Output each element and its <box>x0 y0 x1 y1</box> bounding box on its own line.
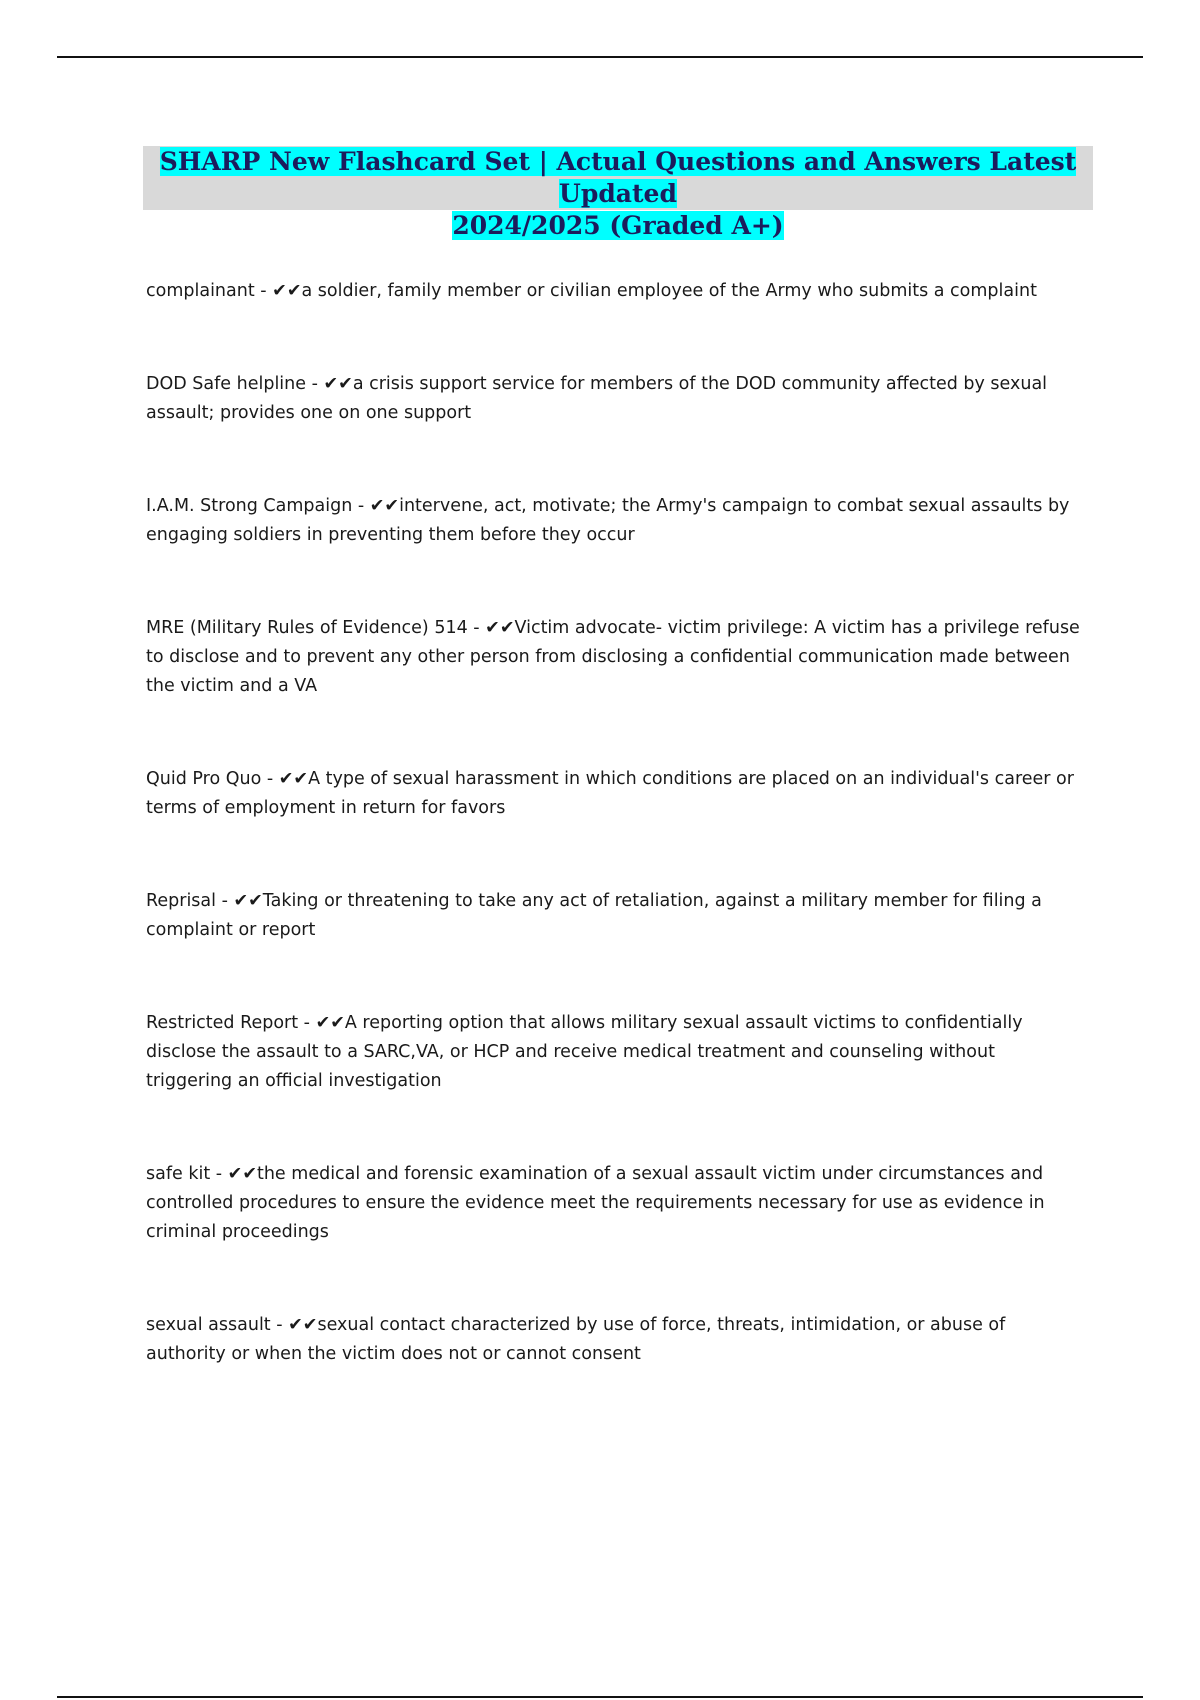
flashcard-entry-restricted-report <box>146 1009 1086 1096</box>
definition: A reporting option that allows military sexual assault victims to confidentially disclose the assault to a SARC,VA, or HCP and receive medical treatment and counseling without triggering an official investigation <box>146 1013 1023 1091</box>
definition: sexual contact characterized by use of force, threats, intimidation, or abuse of authority or when the victim does not or cannot consent <box>146 1315 1006 1364</box>
flashcard-entry-dod-safe-helpline <box>146 370 1086 428</box>
flashcard-entry-reprisal <box>146 887 1086 945</box>
bottom-rule <box>57 1696 1143 1698</box>
check-icon: ✔✔ <box>272 281 302 301</box>
check-icon: ✔✔ <box>288 1315 318 1335</box>
check-icon: ✔✔ <box>315 1013 345 1033</box>
term: MRE (Military Rules of Evidence) 514 <box>146 618 468 638</box>
separator: - <box>261 769 279 789</box>
term: I.A.M. Strong Campaign <box>146 496 353 516</box>
term: Reprisal <box>146 891 217 911</box>
separator: - <box>306 374 324 394</box>
check-icon: ✔✔ <box>278 769 309 789</box>
check-icon: ✔✔ <box>485 618 515 638</box>
separator: - <box>298 1013 316 1033</box>
term: sexual assault <box>146 1315 271 1335</box>
definition: A type of sexual harassment in which conditions are placed on an individual's career or terms of employment in return for favors <box>146 769 1074 818</box>
flashcard-entry-sexual-assault <box>146 1311 1086 1369</box>
separator: - <box>270 1315 289 1335</box>
separator: - <box>210 1164 228 1184</box>
top-rule <box>57 56 1143 58</box>
separator: - <box>467 618 486 638</box>
title-line-2: 2024/2025 (Graded A+) <box>452 211 784 240</box>
flashcard-list <box>146 277 1086 1369</box>
check-icon: ✔✔ <box>233 891 263 911</box>
definition: intervene, act, motivate; the Army's campaign to combat sexual assaults by engaging soldiers in preventing them before they occur <box>146 496 1070 545</box>
title-line-1: SHARP New Flashcard Set | Actual Questions and Answers Latest Updated <box>159 147 1077 208</box>
flashcard-entry-mre-514 <box>146 614 1086 701</box>
flashcard-entry-complainant <box>146 277 1086 306</box>
flashcard-entry-iam-strong <box>146 492 1086 550</box>
definition: a crisis support service for members of the DOD community affected by sexual assault; provides one on one support <box>146 374 1048 423</box>
definition: Victim advocate- victim privilege: A victim has a privilege refuse to disclose and to prevent any other person from disclosing a confidential communication made between the victim and a VA <box>146 618 1080 696</box>
definition: the medical and forensic examination of a sexual assault victim under circumstances and controlled procedures to ensure the evidence meet the requirements necessary for use as evidence in criminal proceedings <box>146 1164 1045 1242</box>
check-icon: ✔✔ <box>323 374 353 394</box>
term: complainant <box>146 281 255 301</box>
check-icon: ✔✔ <box>227 1164 257 1184</box>
definition: Taking or threatening to take any act of retaliation, against a military member for filing a complaint or report <box>146 891 1042 940</box>
document-title <box>143 146 1093 240</box>
definition: a soldier, family member or civilian employee of the Army who submits a complaint <box>301 281 1037 301</box>
separator: - <box>216 891 234 911</box>
check-icon: ✔✔ <box>369 496 400 516</box>
term: safe kit <box>146 1164 211 1184</box>
term: DOD Safe helpline <box>146 374 307 394</box>
separator: - <box>254 281 273 301</box>
term: Quid Pro Quo <box>146 769 262 789</box>
flashcard-entry-safe-kit <box>146 1160 1086 1247</box>
separator: - <box>352 496 370 516</box>
flashcard-entry-quid-pro-quo <box>146 765 1086 823</box>
term: Restricted Report <box>146 1013 299 1033</box>
